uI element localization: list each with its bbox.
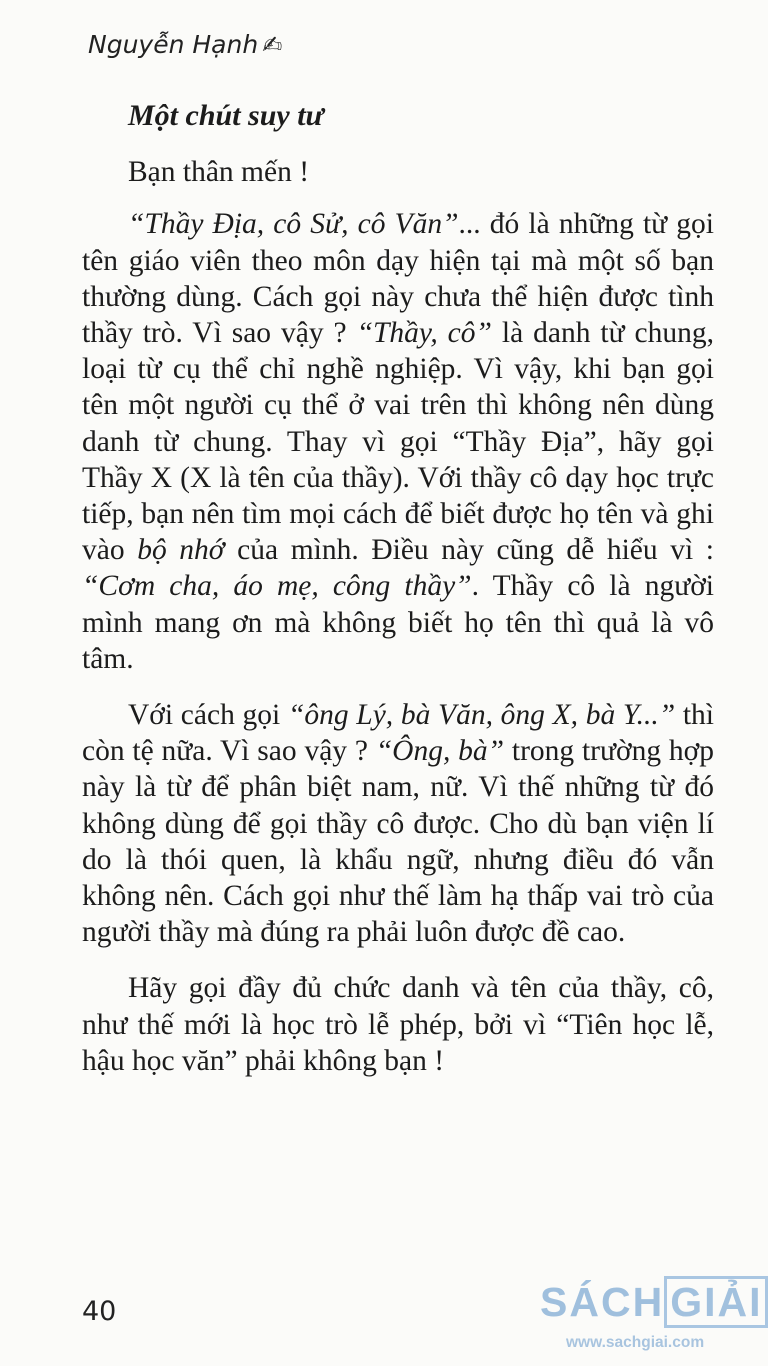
page-number: 40 <box>82 1296 117 1327</box>
watermark-logo <box>540 1279 763 1352</box>
paragraph-2 <box>82 697 714 950</box>
italic-phrase: bộ nhớ <box>137 534 225 567</box>
page-body <box>82 98 714 1099</box>
text-run: . Thầy cô là người mình mang ơn mà không biết họ tên thì quả là vô tâm. <box>82 570 715 675</box>
watermark-prefix: SÁCH <box>540 1279 665 1325</box>
text-run: thì còn tệ nữa. Vì sao vậy ? <box>82 699 714 768</box>
section-title: Một chút suy tư <box>128 99 324 132</box>
paragraph-1 <box>82 206 714 677</box>
italic-phrase: “Thầy Địa, cô Sử, cô Văn” <box>128 208 459 241</box>
text-run: ... đó là những từ gọi tên giáo viên theo môn dạy hiện tại mà một số bạn thường dùng. Cách gọi này chưa thể hiện được tình thầy trò. Vì sao vậy ? <box>82 208 714 350</box>
text-run: là danh từ chung, loại từ cụ thể chỉ nghề nghiệp. Vì vậy, khi bạn gọi tên một người cụ thể ở vai trên thì không nên dùng danh từ chung. Thay vì gọi “Thầy Địa”, hãy gọi Thầy X (X là tên của thầy). Với thầy cô dạy học trực tiếp, bạn nên tìm mọi cách để biết được họ tên và ghi vào <box>82 317 714 567</box>
author-name: Nguyễn Hạnh <box>88 30 259 59</box>
pen-icon: ✍ <box>262 31 283 59</box>
watermark-boxed-text: GIẢI <box>664 1276 768 1328</box>
running-head <box>88 30 282 59</box>
text-run: Hãy gọi đầy đủ chức danh và tên của thầy, cô, như thế mới là học trò lễ phép, bởi vì “Tiên học lễ, hậu học văn” phải không bạn ! <box>82 972 714 1077</box>
italic-phrase: “Ông, bà” <box>375 735 505 768</box>
paragraph-3 <box>82 970 714 1079</box>
italic-phrase: “Cơm cha, áo mẹ, công thầy” <box>82 570 472 603</box>
text-run: Với cách gọi <box>128 699 288 732</box>
text-run: trong trường hợp này là từ để phân biệt nam, nữ. Vì thế những từ đó không dùng để gọi thầy cô được. Cho dù bạn viện lí do là thói quen, là khẩu ngữ, nhưng điều đó vẫn không nên. Cách gọi như thế làm hạ thấp vai trò của người thầy mà đúng ra phải luôn được đề cao. <box>82 735 714 949</box>
text-run: của mình. Điều này cũng dễ hiểu vì : <box>224 534 715 567</box>
italic-phrase: “ông Lý, bà Văn, ông X, bà Y...” <box>287 699 676 732</box>
watermark-url: www.sachgiai.com <box>566 1334 705 1351</box>
italic-phrase: “Thầy, cô” <box>356 317 492 350</box>
greeting: Bạn thân mến ! <box>128 156 310 189</box>
watermark-wordmark <box>540 1279 763 1325</box>
